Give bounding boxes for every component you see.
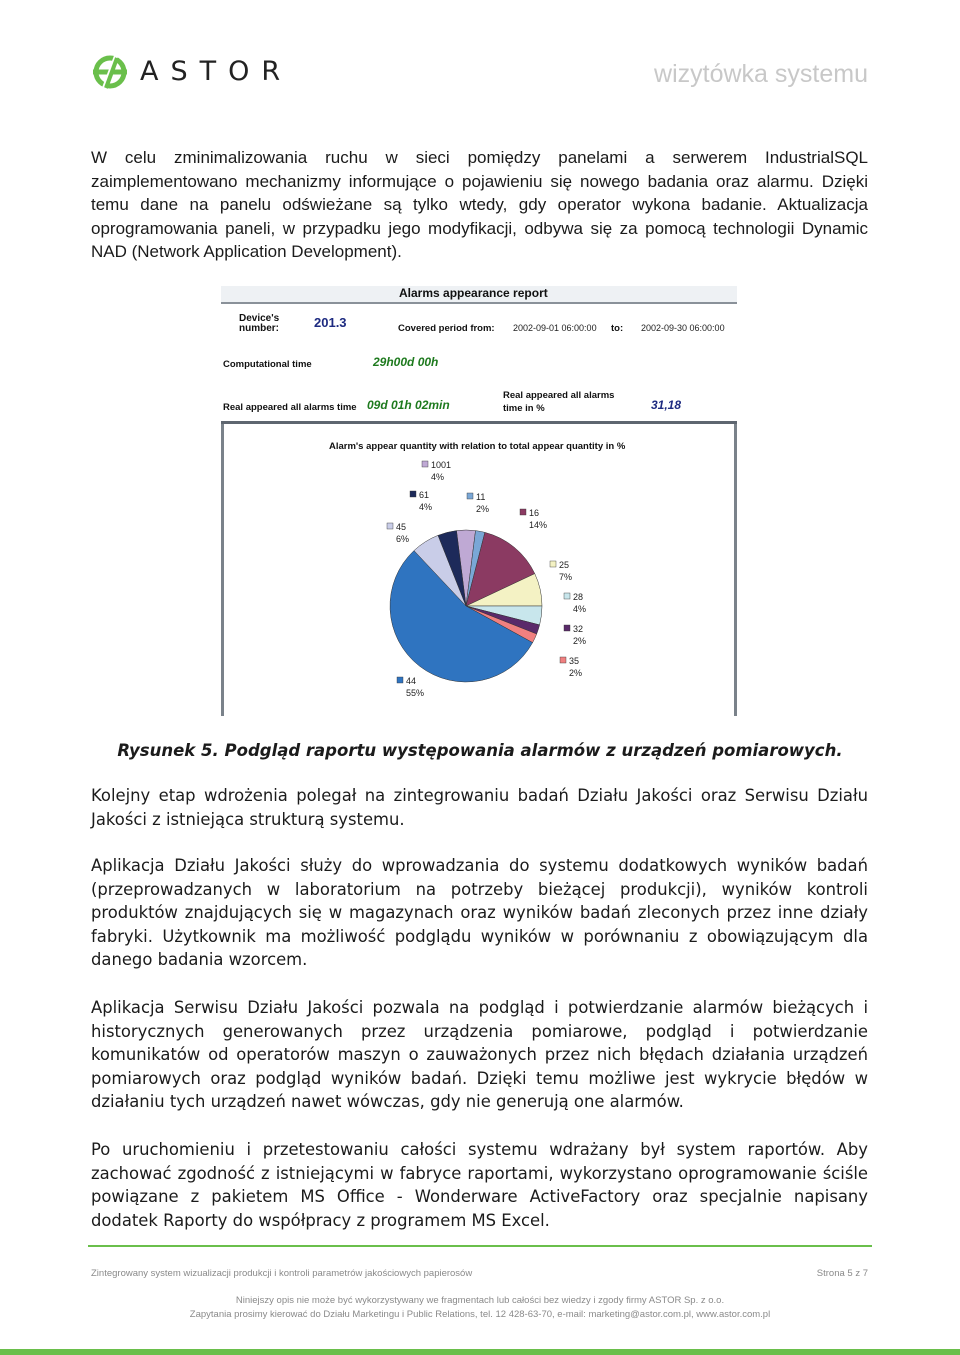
legend-swatch-61 (410, 491, 416, 497)
slice-percent-45: 6% (396, 534, 410, 544)
paragraph-3: Aplikacja Działu Jakości służy do wprowadzania do systemu dodatkowych wyników badań (przeprowadzanych w laboratorium na potrzeby bieżącej produkcji), wyników kontroli produktów znajdujących się w magazynach oraz wyników badań zleconych przez inne działy fabryki. Użytkownik ma możliwość podglądu wyników w porównaniu z obowiązującym dla danego badania wzorcem. (91, 856, 868, 969)
device-label-1: Device's (239, 313, 280, 324)
chart-title: Alarm's appear quantity with relation to total appear quantity in % (329, 441, 626, 452)
footer-legal-1: Niniejszy opis nie może być wykorzystywany we fragmentach lub całości bez wiedzy i zgody firmy ASTOR Sp. z o.o. (235, 1295, 725, 1306)
alarms-report-figure (221, 286, 737, 716)
slice-percent-16: 14% (529, 520, 548, 530)
paragraph-2: Kolejny etap wdrożenia polegał na zintegrowaniu badań Działu Jakości oraz Serwisu Działu Jakości z istniejąca strukturą systemu. (91, 786, 868, 829)
legend-swatch-45 (387, 523, 393, 529)
slice-percent-25: 7% (559, 572, 573, 582)
brand-name: ASTOR (140, 56, 293, 87)
slice-label-61: 61 (419, 490, 430, 500)
footer-legal-2: Zapytania prosimy kierować do Działu Marketingu i Public Relations, tel. 12 428-63-70, e-mail: marketing@astor.com.pl, www.astor.com.pl (189, 1309, 771, 1320)
slice-label-11: 11 (476, 492, 486, 502)
slice-percent-32: 2% (573, 636, 587, 646)
paragraph-5: Po uruchomieniu i przetestowaniu całości systemu wdrażany był system raportów. Aby zachować zgodność z istniejącymi w fabryce raportami, wykorzystano oprogramowanie ściśle powiązane z pakietem MS Office - Wonderware ActiveFactory oraz specjalnie napisany dodatek Raporty do współpracy z programem MS Excel. (91, 1140, 868, 1230)
paragraph-1: W celu zminimalizowania ruchu w sieci pomiędzy panelami a serwerem IndustrialSQL zaimplementowano mechanizmy informujące o pojawieniu się nowego badania oraz alarmu. Dzięki temu dane na panelu odświeżane są tylko wtedy, gdy operator wykona badanie. Aktualizacja oprogramowania paneli, w przypadku jego modyfikacji, odbywa się za pomocą technologii Dynamic NAD (Network Application Development). (91, 148, 868, 261)
report-title: Alarms appearance report (399, 286, 548, 300)
from-value: 2002-09-01 06:00:00 (513, 323, 597, 333)
footer-doc-title: Zintegrowany system wizualizacji produkcji i kontroli parametrów jakościowych papierosów (91, 1268, 473, 1279)
real-appeared-label: Real appeared all alarms time (223, 402, 357, 413)
legend-swatch-11 (467, 493, 473, 499)
slice-label-25: 25 (559, 560, 570, 570)
paragraph-4: Aplikacja Serwisu Działu Jakości pozwala na podgląd i potwierdzanie alarmów bieżących i historycznych generowanych przez urządzenia pomiarowe, podgląd i potwierdzanie komunikatów od operatorów maszyn o zauważonych przez nich błędach działania urządzeń pomiarowych oraz podgląd wyników badań. Dzięki temu możliwe jest wykrycie błędów w działaniu tych urządzeń nawet wówczas, gdy nie generują one alarmów. (91, 998, 868, 1111)
to-label: to: (611, 323, 624, 334)
legend-swatch-16 (520, 509, 526, 515)
covered-label: Covered period from: (398, 323, 495, 334)
page-tagline: wizytówka systemu (654, 60, 868, 88)
slice-label-32: 32 (573, 624, 584, 634)
bottom-brand-bar (0, 1349, 960, 1355)
footer-divider (88, 1245, 872, 1247)
slice-percent-44: 55% (406, 688, 425, 698)
figure-caption: Rysunek 5. Podgląd raportu występowania alarmów z urządzeń pomiarowych. (117, 741, 843, 760)
computational-label: Computational time (223, 359, 312, 370)
device-label-2: number: (239, 323, 279, 334)
slice-label-1001: 1001 (431, 460, 452, 470)
real-appeared-value: 09d 01h 02min (367, 398, 450, 412)
to-value: 2002-09-30 06:00:00 (641, 323, 725, 333)
slice-label-44: 44 (406, 676, 417, 686)
percent-label-1: Real appeared all alarms (503, 390, 615, 401)
footer-page-number: Strona 5 z 7 (816, 1268, 868, 1279)
slice-label-16: 16 (529, 508, 540, 518)
legend-swatch-28 (564, 593, 570, 599)
slice-label-28: 28 (573, 592, 584, 602)
legend-swatch-1001 (422, 461, 428, 467)
legend-swatch-35 (560, 657, 566, 663)
legend-swatch-44 (397, 677, 403, 683)
device-value: 201.3 (314, 315, 347, 330)
slice-percent-61: 4% (419, 502, 433, 512)
computational-value: 29h00d 00h (373, 355, 439, 369)
slice-percent-35: 2% (569, 668, 583, 678)
slice-percent-28: 4% (573, 604, 587, 614)
slice-label-35: 35 (569, 656, 580, 666)
percent-label-2: time in % (503, 403, 545, 414)
legend-swatch-25 (550, 561, 556, 567)
legend-swatch-32 (564, 625, 570, 631)
percent-value: 31,18 (651, 398, 682, 412)
slice-percent-11: 2% (476, 504, 490, 514)
slice-label-45: 45 (396, 522, 407, 532)
slice-percent-1001: 4% (431, 472, 445, 482)
